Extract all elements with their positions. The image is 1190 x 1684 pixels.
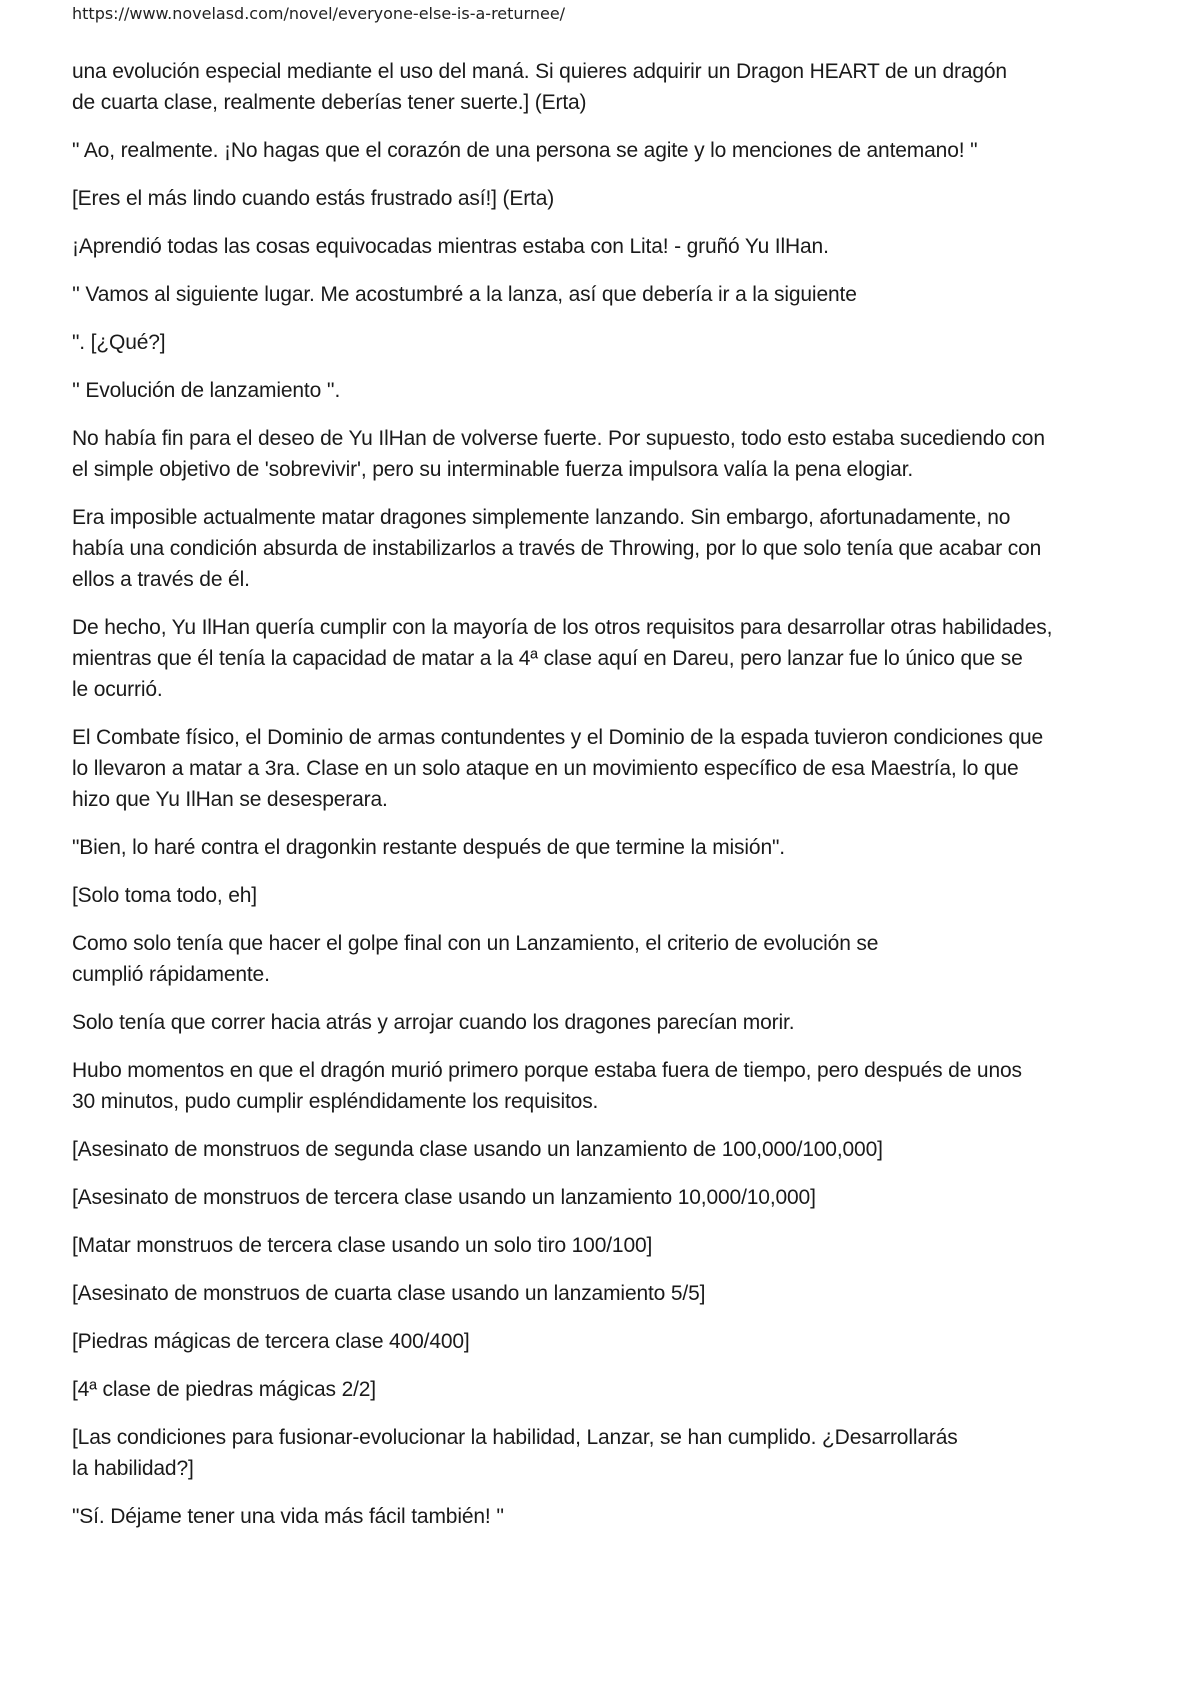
paragraph-2: " Ao, realmente. ¡No hagas que el corazón de una persona se agite y lo menciones de antemano! ": [72, 139, 978, 162]
paragraph-23: [Las condiciones para fusionar-evolucionar la habilidad, Lanzar, se han cumplido. ¿Desarrollarás la habilidad?]: [72, 1426, 958, 1480]
paragraph-20: [Asesinato de monstruos de cuarta clase usando un lanzamiento 5/5]: [72, 1282, 706, 1305]
paragraph-13: [Solo toma todo, eh]: [72, 884, 257, 907]
paragraph-5: '' Vamos al siguiente lugar. Me acostumbré a la lanza, así que debería ir a la siguiente: [72, 283, 857, 306]
paragraph-16: Hubo momentos en que el dragón murió primero porque estaba fuera de tiempo, pero después de unos 30 minutos, pudo cumplir espléndidamente los requisitos.: [72, 1059, 1022, 1113]
paragraph-9: Era imposible actualmente matar dragones simplemente lanzando. Sin embargo, afortunadamente, no había una condición absurda de instabilizarlos a través de Throwing, por lo que solo tenía que acabar con ellos a través de él.: [72, 506, 1042, 591]
paragraph-8: No había fin para el deseo de Yu IlHan de volverse fuerte. Por supuesto, todo esto estaba sucediendo con el simple objetivo de 'sobrevivir', pero su interminable fuerza impulsora valía la pena elogiar.: [72, 427, 1045, 481]
paragraph-15: Solo tenía que correr hacia atrás y arrojar cuando los dragones parecían morir.: [72, 1011, 795, 1034]
chapter-text: [72, 56, 1122, 1549]
paragraph-24: "Sí. Déjame tener una vida más fácil también! '': [72, 1505, 504, 1528]
paragraph-1: una evolución especial mediante el uso del maná. Si quieres adquirir un Dragon HEART de un dragón de cuarta clase, realmente deberías tener suerte.] (Erta): [72, 60, 1007, 114]
paragraph-17: [Asesinato de monstruos de segunda clase usando un lanzamiento de 100,000/100,000]: [72, 1138, 883, 1161]
paragraph-11: El Combate físico, el Dominio de armas contundentes y el Dominio de la espada tuvieron condiciones que lo llevaron a matar a 3ra. Clase en un solo ataque en un movimiento específico de esa Maestría, lo que hizo que Yu IlHan se desesperara.: [72, 726, 1044, 811]
paragraph-21: [Piedras mágicas de tercera clase 400/400]: [72, 1330, 470, 1353]
paragraph-12: "Bien, lo haré contra el dragonkin restante después de que termine la misión".: [72, 836, 785, 859]
paragraph-4: ¡Aprendió todas las cosas equivocadas mientras estaba con Lita! - gruñó Yu IlHan.: [72, 235, 829, 258]
paragraph-3: [Eres el más lindo cuando estás frustrado así!] (Erta): [72, 187, 555, 210]
paragraph-19: [Matar monstruos de tercera clase usando un solo tiro 100/100]: [72, 1234, 653, 1257]
paragraph-18: [Asesinato de monstruos de tercera clase usando un lanzamiento 10,000/10,000]: [72, 1186, 816, 1209]
paragraph-22: [4ª clase de piedras mágicas 2/2]: [72, 1378, 376, 1401]
source-url: https://www.novelasd.com/novel/everyone-else-is-a-returnee/: [72, 4, 566, 23]
paragraph-14: Como solo tenía que hacer el golpe final con un Lanzamiento, el criterio de evolución se cumplió rápidamente.: [72, 932, 879, 986]
paragraph-7: '' Evolución de lanzamiento ''.: [72, 379, 341, 402]
paragraph-6: ". [¿Qué?]: [72, 331, 166, 354]
paragraph-10: De hecho, Yu IlHan quería cumplir con la mayoría de los otros requisitos para desarrollar otras habilidades, mientras que él tenía la capacidad de matar a la 4ª clase aquí en Dareu, pero lanzar fue lo único que se le ocurrió.: [72, 616, 1053, 701]
